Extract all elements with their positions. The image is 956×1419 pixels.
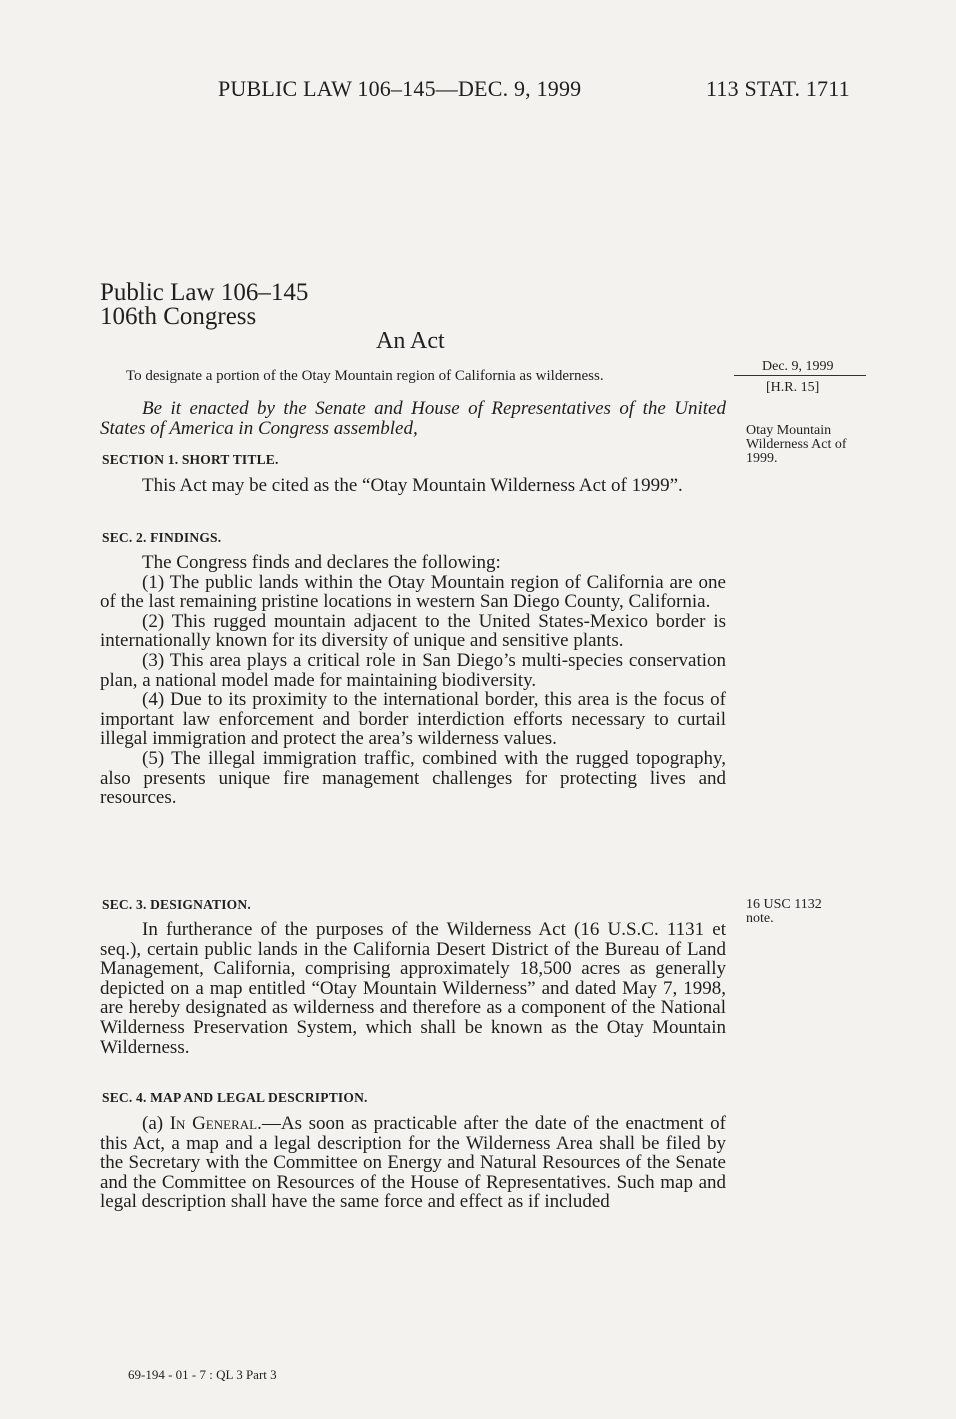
running-head-stat: 113 STAT. 1711 (706, 76, 850, 101)
section-2-heading: SEC. 2. FINDINGS. (102, 530, 222, 545)
enacting-clause: Be it enacted by the Senate and House of Representatives of the United States of America in Congress assembled, (100, 398, 726, 439)
section-1-body (100, 476, 726, 496)
section-1-heading: SECTION 1. SHORT TITLE. (102, 452, 279, 467)
congress-number: 106th Congress (100, 303, 257, 330)
margin-usc-line: note. (746, 911, 774, 926)
margin-rule (734, 375, 866, 376)
subsection-text: .—As soon as practicable after the date of the enactment of this Act, a map and a legal description for the Wilderness Area shall be filed by the Secretary with the Committee on Energy and Natural Resources of the Senate and the Committee on Resources of the House of Representatives. Such map and legal description shall have the same force and effect as if included (100, 1113, 726, 1213)
section-3-heading: SEC. 3. DESIGNATION. (102, 897, 251, 912)
finding-item: (2) This rugged mountain adjacent to the United States-Mexico border is internationally known for its diversity of unique and sensitive plants. (100, 610, 726, 652)
running-head-citation: PUBLIC LAW 106–145—DEC. 9, 1999 (218, 76, 582, 101)
section-2-body (100, 553, 726, 808)
margin-usc-citation (746, 898, 822, 926)
margin-short-title-line: Wilderness Act of (746, 437, 847, 452)
margin-usc-line: 16 USC 1132 (746, 897, 822, 912)
finding-item: (4) Due to its proximity to the international border, this area is the focus of important law enforcement and border interdiction efforts necessary to curtail illegal immigration and protect the area’s wilderness values. (100, 689, 726, 750)
public-law-number: Public Law 106–145 (100, 279, 309, 306)
section-4-body (100, 1114, 726, 1212)
purpose-line: To designate a portion of the Otay Mountain region of California as wilderness. (126, 368, 604, 384)
margin-short-title-line: Otay Mountain (746, 423, 832, 438)
margin-date: Dec. 9, 1999 (762, 359, 834, 374)
margin-bill-number: [H.R. 15] (766, 380, 820, 395)
margin-short-title-line: 1999. (746, 451, 778, 466)
footer-job-number: 69-194 - 01 - 7 : QL 3 Part 3 (128, 1367, 277, 1382)
finding-item: (1) The public lands within the Otay Mountain region of California are one of the last remaining pristine locations in western San Diego County, California. (100, 571, 726, 613)
section-2-intro: The Congress finds and declares the following: (142, 552, 501, 573)
margin-short-title (746, 424, 847, 466)
finding-item: (3) This area plays a critical role in San Diego’s multi-species conservation plan, a national model made for maintaining biodiversity. (100, 649, 726, 691)
an-act-heading: An Act (376, 328, 445, 354)
subsection-heading: In General (169, 1113, 258, 1134)
section-3-text: In furtherance of the purposes of the Wilderness Act (16 U.S.C. 1131 et seq.), certain public lands in the California Desert District of the Bureau of Land Management, California, comprising approximately 18,500 acres as generally depicted on a map entitled “Otay Mountain Wilderness” and dated May 7, 1998, are hereby designated as wilderness and therefore as a component of the National Wilderness Preservation System, which shall be known as the Otay Mountain Wilderness. (100, 919, 726, 1058)
section-4-text (100, 1114, 726, 1212)
section-4-heading: SEC. 4. MAP AND LEGAL DESCRIPTION. (102, 1090, 368, 1105)
section-3-body (100, 920, 726, 1057)
section-1-text: This Act may be cited as the “Otay Mountain Wilderness Act of 1999”. (142, 475, 683, 496)
subsection-label: (a) (142, 1113, 170, 1134)
finding-item: (5) The illegal immigration traffic, combined with the rugged topography, also presents unique fire management challenges for protecting lives and resources. (100, 747, 726, 809)
